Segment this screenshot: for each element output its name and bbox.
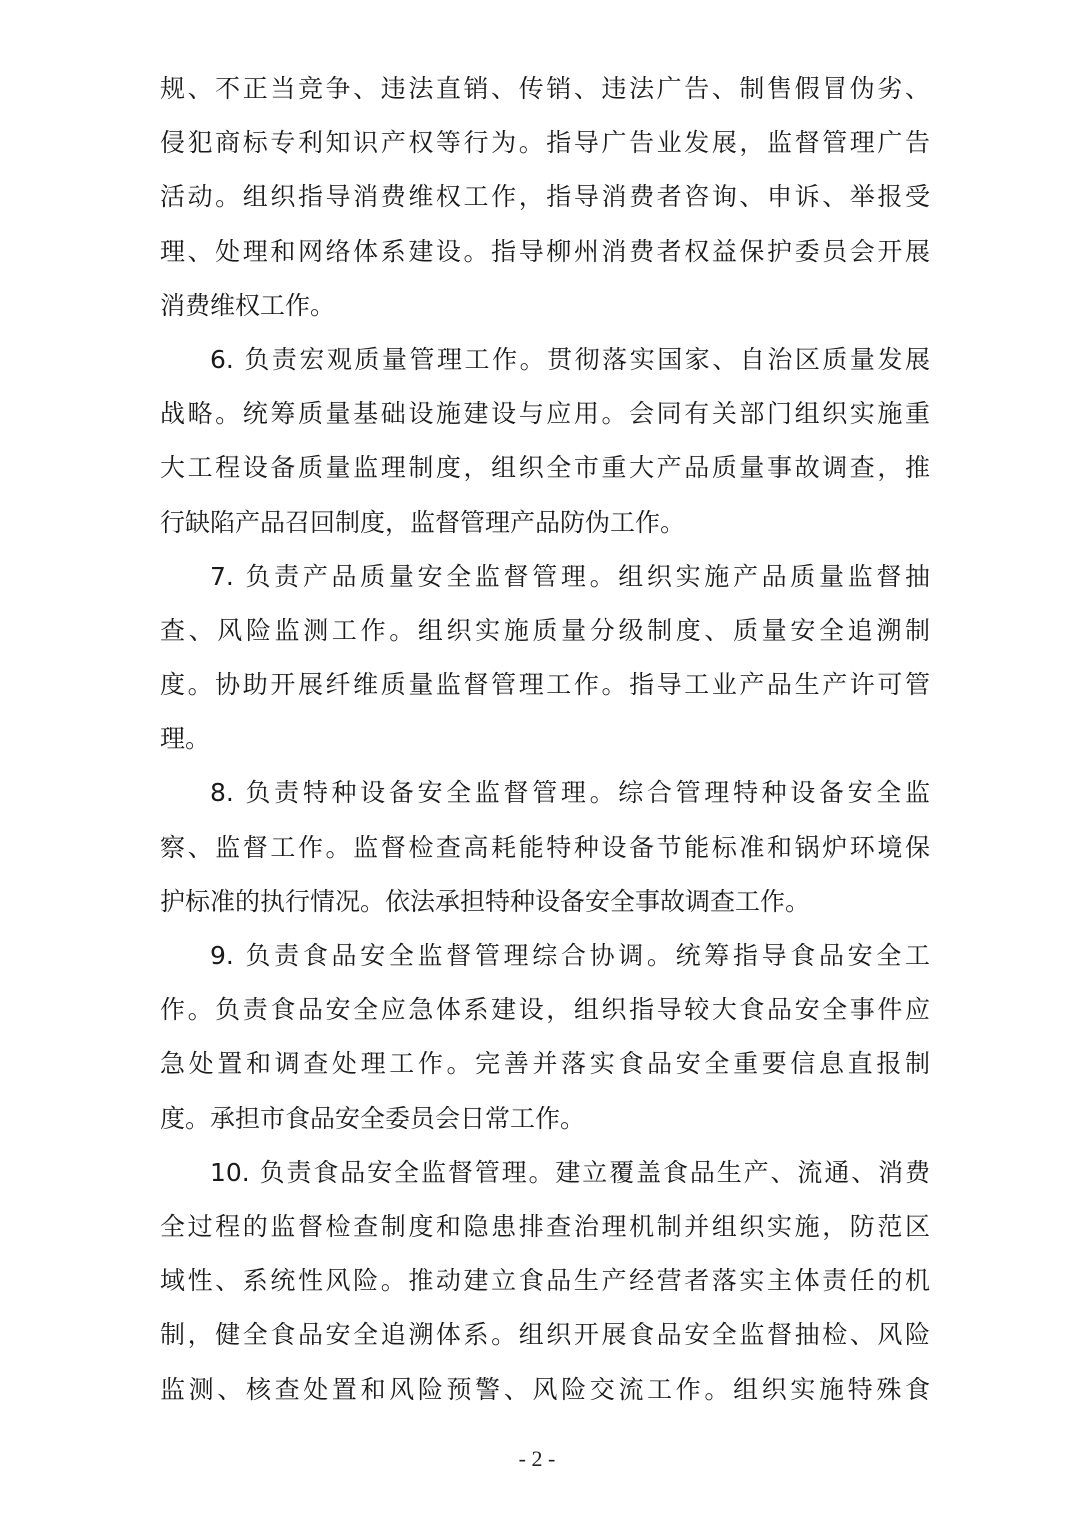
text-line: 全过程的监督检查制度和隐患排查治理机制并组织实施，防范区 <box>160 1211 930 1241</box>
text-line: 战略。统筹质量基础设施建设与应用。会同有关部门组织实施重 <box>160 399 930 429</box>
text-line: 察、监督工作。监督检查高耗能特种设备节能标准和锅炉环境保 <box>160 832 930 862</box>
text-line: 急处置和调查处理工作。完善并落实食品安全重要信息直报制 <box>160 1049 930 1079</box>
paragraph-item-7 <box>160 550 930 767</box>
text-line: 度。协助开展纤维质量监督管理工作。指导工业产品生产许可管 <box>160 670 930 700</box>
paragraph-item-10 <box>160 1146 930 1417</box>
text-line: 作。负责食品安全应急体系建设，组织指导较大食品安全事件应 <box>160 995 930 1025</box>
text-line: 监测、核查处置和风险预警、风险交流工作。组织实施特殊食 <box>160 1374 930 1404</box>
text-line: 9. 负责食品安全监督管理综合协调。统筹指导食品安全工 <box>210 941 930 970</box>
paragraph-item-6 <box>160 333 930 550</box>
document-body <box>160 62 930 1417</box>
paragraph-item-9 <box>160 929 930 1146</box>
text-line: 行缺陷产品召回制度，监督管理产品防伪工作。 <box>160 507 686 537</box>
paragraph-continuation <box>160 62 930 333</box>
text-line: 规、不正当竞争、违法直销、传销、违法广告、制售假冒伪劣、 <box>160 74 930 103</box>
page-number: - 2 - <box>518 1446 556 1471</box>
text-line: 查、风险监测工作。组织实施质量分级制度、质量安全追溯制 <box>160 615 930 645</box>
text-line: 侵犯商标专利知识产权等行为。指导广告业发展，监督管理广告 <box>160 128 930 158</box>
text-line: 理、处理和网络体系建设。指导柳州消费者权益保护委员会开展 <box>160 236 930 266</box>
text-line: 活动。组织指导消费维权工作，指导消费者咨询、申诉、举报受 <box>160 182 930 212</box>
text-line: 度。承担市食品安全委员会日常工作。 <box>160 1103 586 1133</box>
text-line: 7. 负责产品质量安全监督管理。组织实施产品质量监督抽 <box>210 561 930 591</box>
text-line: 域性、系统性风险。推动建立食品生产经营者落实主体责任的机 <box>160 1266 930 1296</box>
text-line: 护标准的执行情况。依法承担特种设备安全事故调查工作。 <box>160 886 811 916</box>
text-line: 8. 负责特种设备安全监督管理。综合管理特种设备安全监 <box>210 778 930 808</box>
text-line: 制，健全食品安全追溯体系。组织开展食品安全监督抽检、风险 <box>160 1320 930 1350</box>
text-line: 消费维权工作。 <box>160 290 336 320</box>
text-line: 10. 负责食品安全监督管理。建立覆盖食品生产、流通、消费 <box>210 1157 930 1187</box>
text-line: 大工程设备质量监理制度，组织全市重大产品质量事故调查，推 <box>160 453 930 483</box>
paragraph-item-8 <box>160 766 930 929</box>
text-line: 理。 <box>160 724 211 754</box>
text-line: 6. 负责宏观质量管理工作。贯彻落实国家、自治区质量发展 <box>210 344 930 374</box>
